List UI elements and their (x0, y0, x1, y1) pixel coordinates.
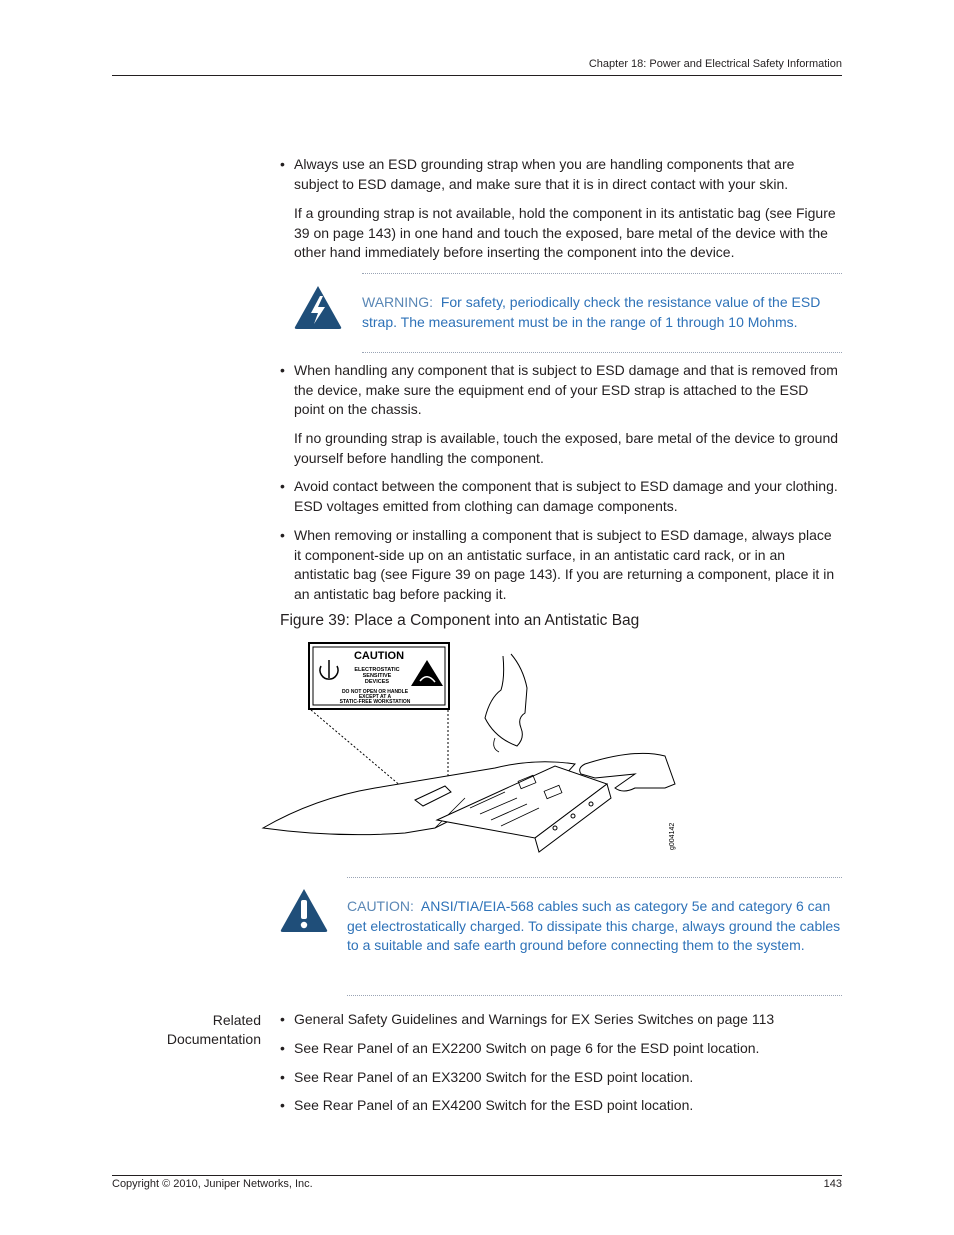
caution-text: ANSI/TIA/EIA-568 cables such as category 5e and category 6 can get electrostatically charged. To dissipate this charge, always ground the cables to a suitable and safe earth ground before connecting them to the system. (347, 898, 841, 953)
bullet-dot: • (280, 156, 285, 172)
related-item-text[interactable]: General Safety Guidelines and Warnings for EX Series Switches on page 113 (294, 1011, 775, 1027)
related-item[interactable] (280, 1010, 842, 1030)
bullet-dot: • (280, 362, 285, 378)
list-item-text: When handling any component that is subject to ESD damage and that is removed from the device, make sure the equipment end of your ESD strap is attached to the ESD point on the chassis. (294, 362, 838, 417)
list-item (280, 477, 842, 517)
note-divider-bottom (362, 352, 842, 353)
caution-note (347, 897, 842, 956)
related-heading-line2: Documentation (166, 1031, 261, 1047)
label-line-2: SENSITIVE (362, 673, 392, 679)
figure-id: g004142 (669, 822, 676, 850)
related-item[interactable] (280, 1096, 842, 1116)
related-item-text[interactable]: See Rear Panel of an EX3200 Switch for the ESD point location. (294, 1069, 694, 1085)
label-line-3: DEVICES (364, 679, 390, 685)
label-line-4: DO NOT OPEN OR HANDLE (341, 689, 409, 695)
related-heading-line1: Related (212, 1012, 261, 1028)
label-line-1: ELECTROSTATIC (354, 667, 400, 673)
warning-text: For safety, periodically check the resistance value of the ESD strap. The measurement must be in the range of 1 through 10 Mohms. (362, 294, 821, 330)
label-line-6: STATIC-FREE WORKSTATION (339, 699, 411, 705)
paragraph: If no grounding strap is available, touch the exposed, bare metal of the device to ground yourself before handling the component. (294, 430, 839, 466)
bullet-dot: • (280, 1097, 285, 1113)
page-number: 143 (823, 1178, 842, 1190)
bullet-dot: • (280, 1069, 285, 1085)
bullet-dot: • (280, 1040, 285, 1056)
running-header: Chapter 18: Power and Electrical Safety Information (588, 58, 842, 70)
warning-note (362, 293, 842, 332)
caution-icon (279, 887, 329, 933)
list-item (280, 361, 842, 421)
related-documentation-heading (167, 1011, 261, 1049)
bullet-dot: • (280, 478, 285, 494)
list-item (280, 155, 842, 195)
bullet-dot: • (280, 527, 285, 543)
caution-label: CAUTION: (347, 898, 414, 914)
antistatic-bag-illustration (255, 638, 695, 863)
figure-caption: Figure 39: Place a Component into an Antistatic Bag (280, 612, 640, 629)
related-item[interactable] (280, 1068, 842, 1088)
related-item[interactable] (280, 1039, 842, 1059)
related-item-text[interactable]: See Rear Panel of an EX2200 Switch on page 6 for the ESD point location. (294, 1040, 760, 1056)
list-item-text: When removing or installing a component that is subject to ESD damage, always place it component-side up on an antistatic surface, in an antistatic card rack, or in an antistatic bag (see Figure 39 on page 143). If you are returning a component, place it in an antistatic bag before packing it. (294, 527, 835, 602)
list-item-text: Always use an ESD grounding strap when you are handling components that are subject to ESD damage, and make sure that it is in direct contact with your skin. (294, 156, 795, 192)
label-line-5: EXCEPT AT A (358, 694, 392, 700)
label-title: CAUTION (353, 650, 405, 662)
warning-label: WARNING: (362, 294, 434, 310)
note-divider-top (347, 877, 842, 878)
note-divider-top (362, 273, 842, 274)
footer-rule (112, 1175, 842, 1176)
header-rule (112, 75, 842, 76)
list-item (280, 526, 842, 606)
note-divider-bottom (347, 995, 842, 996)
list-item-text: Avoid contact between the component that is subject to ESD damage and your clothing. ESD voltages emitted from clothing can damage components. (294, 478, 838, 514)
paragraph: If a grounding strap is not available, hold the component in its antistatic bag (see Figure 39 on page 143) in one hand and touch the exposed, bare metal of the device with the other hand immediately before inserting the component into the device. (294, 205, 836, 260)
bullet-dot: • (280, 1011, 285, 1027)
warning-icon (293, 284, 343, 330)
related-item-text[interactable]: See Rear Panel of an EX4200 Switch for the ESD point location. (294, 1097, 694, 1113)
copyright: Copyright © 2010, Juniper Networks, Inc. (112, 1178, 313, 1190)
